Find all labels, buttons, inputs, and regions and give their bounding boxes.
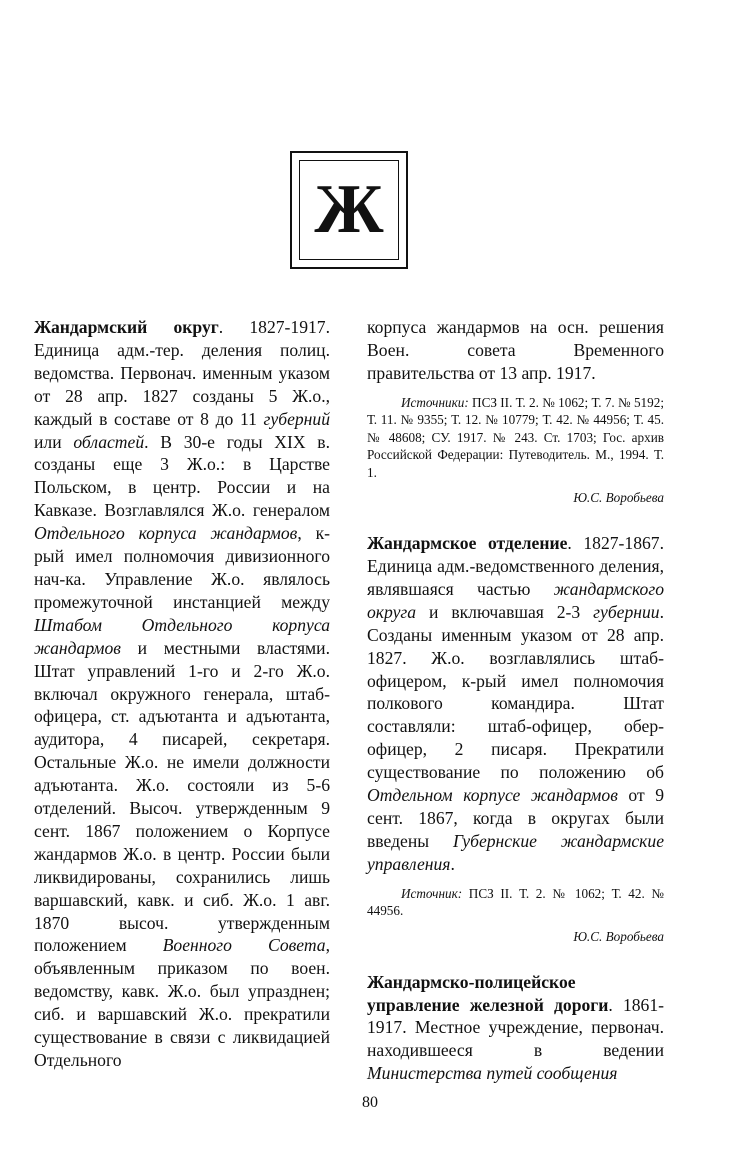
cross-reference: Отдельного корпуса жандармов [34, 523, 298, 544]
entry-author: Ю.С. Воробьева [573, 928, 664, 944]
sources-text: ПСЗ II. Т. 2. № 1062; Т. 42. № 44956. [367, 885, 664, 919]
entry-text: . В 30-е годы XIX в. созданы еще 3 Ж.о.: в Царстве Польском, в центр. России и на Кавказе. Возглавлялся Ж.о. генералом [34, 431, 330, 521]
cross-reference: губерний [263, 408, 330, 429]
entry-zhandarmskoe-otdelenie [367, 532, 664, 876]
entry-text: , объявленным приказом по воен. ведомству, кавк. Ж.о. был упразднен; сиб. и варшавский Ж.о. прекратили существование в связи с ликвидацией Отдельного [34, 935, 330, 1070]
entry-text: . [450, 853, 455, 874]
entry-continuation: корпуса жандармов на осн. решения Воен. совета Временного правительства от 13 апр. 1917. [367, 317, 664, 383]
sources-label: Источники: [401, 394, 469, 410]
cross-reference: губернии [593, 601, 660, 622]
entry-term: Жандармско-полицейское управление железной дороги [367, 971, 609, 1015]
right-column [367, 316, 664, 1085]
entry-term: Жандармский округ [34, 317, 219, 337]
section-letter-box [290, 151, 408, 269]
cross-reference: Губернские жандармские управления [367, 830, 665, 874]
entry-text: от 9 сент. 1867, когда в округах были введены [367, 785, 664, 851]
entry-text: . 1827-1917. Единица адм.-тер. деления полиц. ведомства. Первонач. именным указом от 28 апр. 1827 созданы 5 Ж.о., каждый в составе от 8 до 11 [34, 317, 330, 429]
entry-text: , к-рый имел полномочия дивизионного нач-ка. Управление Ж.о. являлось промежуточной инстанцией между [34, 523, 330, 612]
cross-reference: Штабом Отдельного корпуса жандармов [34, 614, 330, 658]
entry-sources [367, 885, 664, 920]
section-letter: Ж [314, 171, 384, 248]
entry-term: Жандармское отделение [367, 533, 568, 554]
entry-text: . Созданы именным указом от 28 апр. 1827. Ж.о. возглавлялись штаб-офицером, к-рый имел полномочия полкового командира. Штат составляли: штаб-офицер, обер-офицер, 2 писаря. Прекратили существование по положению об [367, 601, 664, 783]
sources-text: ПСЗ II. Т. 2. № 1062; Т. 7. № 5192; Т. 11. № 9355; Т. 12. № 10779; Т. 42. № 44956; Т. 45. № 48608; СУ. 1917. № 243. Ст. 1703; Гос. архив Российской Федерации: Путеводитель. М., 1994. Т. 1. [367, 394, 664, 480]
entry-text: и местными властями. Штат управлений 1-го и 2-го Ж.о. включал окружного генерала, штаб-офицера, ст. адъютанта и адъютанта, аудитора, 4 писарей, секретаря. Остальные Ж.о. не имели должности адъютанта. Ж.о. состояли из 5-6 отделений. Высоч. утвержденным 9 сент. 1867 положением о Корпусе жандармов Ж.о. в центр. России были ликвидированы, сохранились лишь варшавский, кавк. и сиб. Ж.о. 1 авг. 1870 высоч. утвержденным положением [34, 637, 330, 956]
cross-reference: жандармского округа [367, 578, 664, 622]
entry-text: или [34, 431, 74, 452]
sources-label: Источник: [401, 885, 463, 901]
entry-author: Ю.С. Воробьева [573, 490, 664, 506]
section-letter-inner-frame [299, 160, 399, 260]
entry-separator [367, 510, 664, 532]
entry-text: . 1861-1917. Местное учреждение, первонач. находившееся в ведении [367, 994, 664, 1061]
entry-text: и включавшая 2-3 [416, 601, 594, 622]
cross-reference: Отдельном корпусе жандармов [367, 785, 618, 806]
cross-reference: областей [73, 431, 145, 452]
entry-zhandarmsko-politseyskoe-upravlenie [367, 971, 664, 1086]
page-number: 80 [362, 1094, 378, 1111]
entry-separator [367, 949, 664, 971]
cross-reference: Министерства путей сообщения [367, 1063, 618, 1084]
entry-sources [367, 394, 664, 482]
entry-zhandarmsky-okrug [34, 316, 330, 1072]
cross-reference: Военного Совета [162, 935, 326, 956]
left-column [34, 316, 330, 1072]
entry-text: . 1827-1867. Единица адм.-ведомственного деления, являвшаяся частью [367, 533, 664, 599]
